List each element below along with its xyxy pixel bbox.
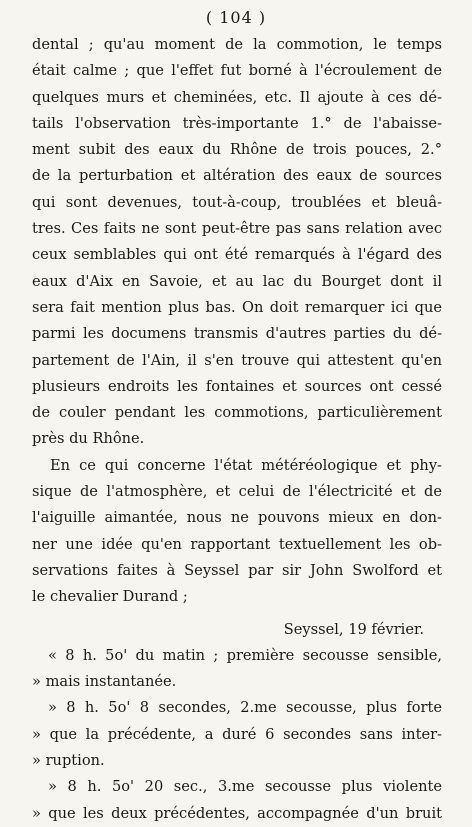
text-line: partement de l'Ain, il s'en trouve qui attestent qu'en bbox=[32, 351, 442, 369]
text-line: le chevalier Durand ; bbox=[32, 588, 188, 606]
text-line: parmi les documens transmis d'autres parties du dé- bbox=[32, 325, 442, 343]
text-line: tails l'observation très-importante 1.° de l'abaisse- bbox=[32, 114, 442, 132]
text-line: près du Rhône. bbox=[32, 430, 145, 448]
body-text bbox=[32, 32, 442, 827]
dateline: Seyssel, 19 février. bbox=[283, 620, 424, 638]
quote-line: » que la précédente, a duré 6 secondes sans inter- bbox=[32, 725, 442, 743]
text-line: était calme ; que l'effet fut borné à l'écroulement de bbox=[32, 62, 442, 80]
text-line: de couler pendant les commotions, particulièrement bbox=[32, 404, 442, 422]
text-line: tres. Ces faits ne sont peut-être pas sans relation avec bbox=[32, 220, 442, 238]
text-line: quelques murs et cheminées, etc. Il ajoute à ces dé- bbox=[32, 88, 442, 106]
page-number: ( 104 ) bbox=[205, 8, 267, 27]
quote-line: » 8 h. 5o' 20 sec., 3.me secousse plus violente bbox=[48, 778, 442, 796]
quote-line: » que les deux précédentes, accompagnée d'un bruit bbox=[32, 804, 442, 822]
text-line: ceux semblables qui ont été remarqués à l'égard des bbox=[32, 246, 442, 264]
quote-line: » ruption. bbox=[32, 752, 105, 770]
text-line: sique de l'atmosphère, et celui de l'électricité et de bbox=[32, 483, 442, 501]
quote-line: » mais instantanée. bbox=[32, 673, 177, 691]
text-line: l'aiguille aimantée, nous ne pouvons mieux en don- bbox=[32, 509, 442, 527]
text-line: sera fait mention plus bas. On doit remarquer ici que bbox=[32, 298, 442, 316]
text-line: servations faites à Seyssel par sir John Swolford et bbox=[32, 561, 442, 579]
text-line: eaux d'Aix en Savoie, et au lac du Bourget dont il bbox=[32, 272, 442, 290]
text-line: qui sont devenues, tout-à-coup, troublées et bleuâ- bbox=[32, 193, 442, 211]
quote-line: » 8 h. 5o' 8 secondes, 2.me secousse, plus forte bbox=[48, 699, 442, 717]
text-line: de la perturbation et altération des eaux de sources bbox=[32, 167, 442, 185]
text-line: En ce qui concerne l'état météréologique et phy- bbox=[50, 456, 442, 474]
quote-line: « 8 h. 5o' du matin ; première secousse sensible, bbox=[48, 646, 442, 664]
text-line: dental ; qu'au moment de la commotion, le temps bbox=[32, 36, 442, 53]
text-line: ner une idée qu'en rapportant textuellement les ob- bbox=[32, 535, 442, 553]
text-line: ment subit des eaux du Rhône de trois pouces, 2.° bbox=[32, 141, 442, 159]
text-line: plusieurs endroits les fontaines et sources ont cessé bbox=[32, 377, 442, 395]
